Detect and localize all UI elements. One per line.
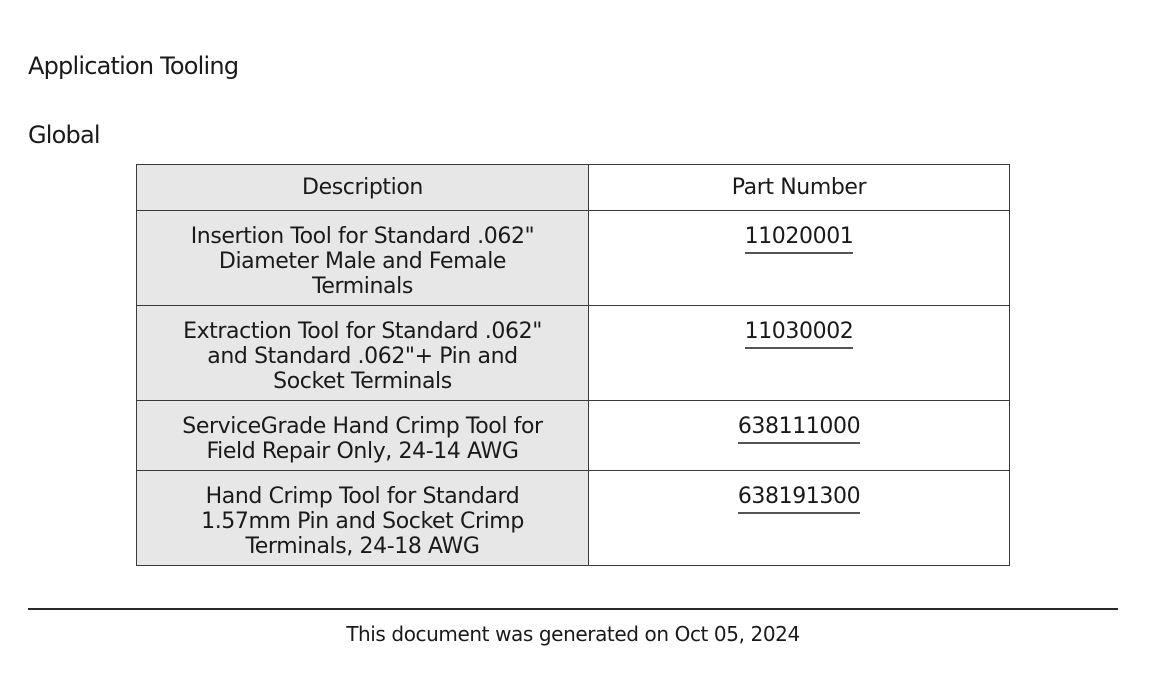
description-line: Diameter Male and Female — [218, 249, 507, 274]
description-cell — [137, 401, 589, 471]
description-line: Hand Crimp Tool for Standard — [205, 484, 520, 509]
column-header-description: Description — [137, 165, 589, 211]
part-number-link[interactable]: 11020001 — [745, 224, 854, 254]
footer-generated-date: This document was generated on Oct 05, 2024 — [346, 622, 800, 646]
description-line: Field Repair Only, 24-14 AWG — [206, 439, 519, 464]
column-header-part-number: Part Number — [589, 165, 1010, 211]
part-number-cell — [589, 471, 1010, 566]
description-line: Terminals, 24-18 AWG — [245, 534, 480, 559]
description-line: and Standard .062"+ Pin and — [207, 344, 518, 369]
part-number-cell — [589, 401, 1010, 471]
description-line: 1.57mm Pin and Socket Crimp — [201, 509, 524, 534]
section-heading-global: Global — [28, 121, 100, 149]
description-cell — [137, 471, 589, 566]
page-title: Application Tooling — [28, 52, 239, 80]
table-row — [137, 211, 1010, 306]
description-line: Terminals — [312, 274, 413, 299]
table-header-row — [137, 165, 1010, 211]
description-line: ServiceGrade Hand Crimp Tool for — [182, 414, 543, 439]
part-number-link[interactable]: 638191300 — [738, 484, 860, 514]
footer-divider — [28, 608, 1118, 610]
part-number-link[interactable]: 11030002 — [745, 319, 854, 349]
description-cell — [137, 306, 589, 401]
tooling-table — [136, 164, 1010, 566]
part-number-cell — [589, 306, 1010, 401]
description-line: Extraction Tool for Standard .062" — [183, 319, 542, 344]
part-number-cell — [589, 211, 1010, 306]
description-cell — [137, 211, 589, 306]
part-number-link[interactable]: 638111000 — [738, 414, 860, 444]
table-row — [137, 471, 1010, 566]
table-row — [137, 401, 1010, 471]
table-row — [137, 306, 1010, 401]
description-line: Socket Terminals — [273, 369, 452, 394]
description-line: Insertion Tool for Standard .062" — [190, 224, 535, 249]
